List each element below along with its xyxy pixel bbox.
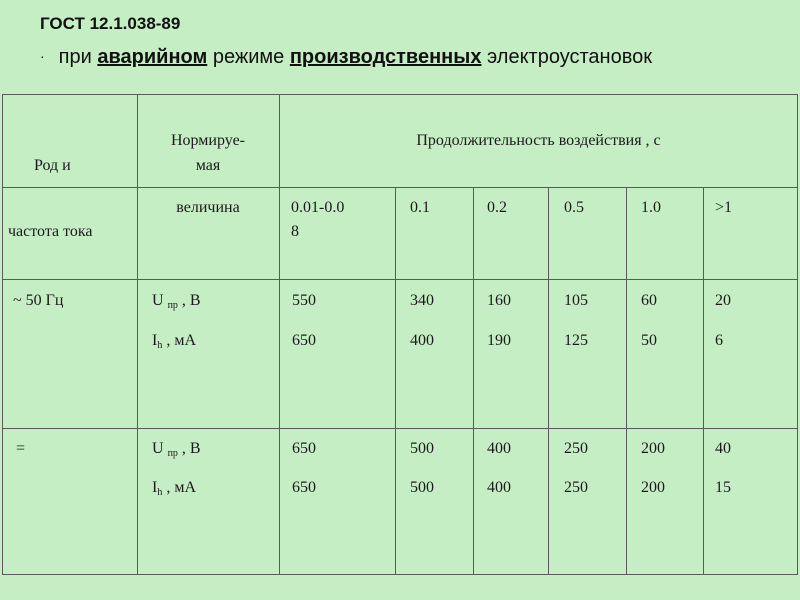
duration-0-line2: 8 [291,223,299,240]
dc-u-3: 250 [564,440,588,457]
page-title: ГОСТ 12.1.038-89 [40,14,181,33]
subtitle-text-3: электроустановок [481,46,652,68]
label-i-prefix: I [152,332,158,349]
duration-0-line1: 0.01-0.0 [291,199,345,216]
row-type-ac: ~ 50 Гц [13,292,64,309]
label-i-prefix: I [152,479,158,496]
label-u-sub: пр [167,300,178,311]
ac-i-3: 125 [564,332,588,349]
subtitle-bold-2: производственных [289,46,482,68]
dc-i-2: 400 [487,479,511,496]
duration-5: >1 [715,199,733,216]
row-type-dc: = [16,440,26,457]
duration-2: 0.2 [487,199,507,216]
dc-u-0: 650 [292,440,316,457]
label-u-sub: пр [167,448,178,459]
dc-i-5: 15 [715,479,731,496]
ac-i-5: 6 [715,332,723,349]
dc-u-5: 40 [715,440,731,457]
row-ac-u-label [152,291,201,316]
dc-i-1: 500 [410,479,434,496]
label-u-prefix: U [152,440,168,457]
ac-u-3: 105 [564,292,588,309]
ac-i-4: 50 [641,332,657,349]
col2-head-b: мая [195,157,221,174]
ac-i-2: 190 [487,332,511,349]
ac-u-0: 550 [292,292,316,309]
label-u-suffix: , В [177,292,201,309]
dc-i-0: 650 [292,479,316,496]
label-u-prefix: U [152,292,168,309]
row-ac-i-label [152,331,196,356]
ac-i-1: 400 [410,332,434,349]
label-u-suffix: , В [177,440,201,457]
subtitle-bold-1: аварийном [97,46,208,68]
label-i-suffix: , мА [162,332,197,349]
ac-u-4: 60 [641,292,657,309]
label-i-sub: h [157,487,163,498]
col2-head-a: Нормируе- [170,132,245,149]
duration-4: 1.0 [641,199,661,216]
ac-u-2: 160 [487,292,511,309]
ac-i-0: 650 [292,332,316,349]
row-dc-i-label [152,478,196,503]
label-i-sub: h [157,340,163,351]
dc-u-2: 400 [487,440,511,457]
dc-u-4: 200 [641,440,665,457]
dc-i-4: 200 [641,479,665,496]
subtitle-text-2: режиме [207,46,290,68]
label-i-suffix: , мА [162,479,197,496]
col1-head-a: Род и [34,157,71,174]
bullet: · [40,48,45,64]
duration-3: 0.5 [564,199,584,216]
ac-u-1: 340 [410,292,434,309]
duration-1: 0.1 [410,199,430,216]
col1-head-b: частота тока [8,223,93,240]
dc-u-1: 500 [410,440,434,457]
col2-head-c: величина [176,199,240,216]
duration-header: Продолжительность воздействия , с [416,132,661,149]
subtitle-text-1: при [58,46,98,68]
row-dc-u-label [152,439,201,464]
ac-u-5: 20 [715,292,731,309]
dc-i-3: 250 [564,479,588,496]
